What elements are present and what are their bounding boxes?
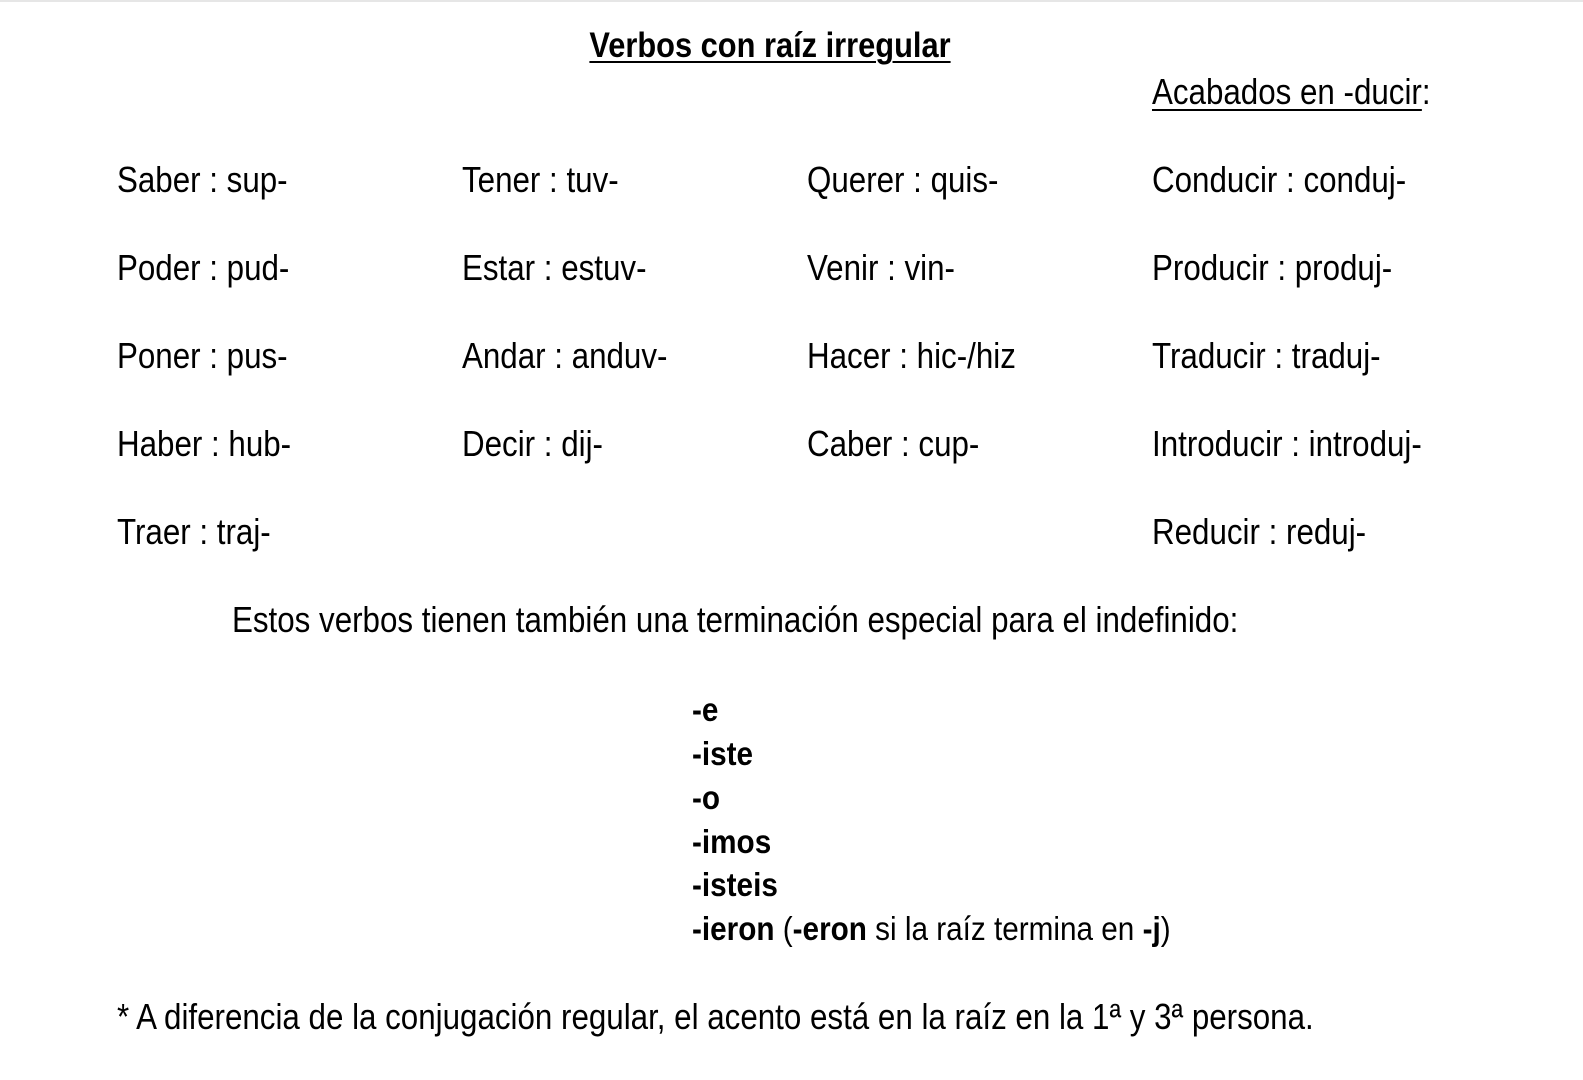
ending-o: -o [692,779,721,816]
verb-traducir: Traducir : traduj- [1152,335,1381,376]
verb-venir: Venir : vin- [807,247,955,288]
verb-andar: Andar : anduv- [462,335,668,376]
verb-introducir: Introducir : introduj- [1152,423,1422,464]
verb-caber: Caber : cup- [807,423,980,464]
ending-ieron-line [692,907,1171,951]
verb-decir: Decir : dij- [462,423,603,464]
ending-open-paren: ( [774,910,793,947]
ending-eron: -eron [792,910,867,947]
verb-haber: Haber : hub- [117,423,292,464]
ending-ieron: -ieron [692,910,775,947]
ending-note: si la raíz termina en [866,910,1143,947]
verb-reducir: Reducir : reduj- [1152,511,1367,552]
page-title: Verbos con raíz irregular [589,26,951,65]
group-header-colon: : [1421,71,1431,112]
verb-traer: Traer : traj- [117,511,271,552]
group-header [1152,70,1431,114]
ending-close-paren: ) [1160,910,1171,947]
verb-querer: Querer : quis- [807,159,999,200]
intro-text: Estos verbos tienen también una terminación especial para el indefinido: [232,599,1239,640]
ending-isteis: -isteis [692,866,778,903]
verb-saber: Saber : sup- [117,159,288,200]
ending-e: -e [692,691,719,728]
verb-estar: Estar : estuv- [462,247,647,288]
verb-hacer: Hacer : hic-/hiz [807,335,1016,376]
verb-conducir: Conducir : conduj- [1152,159,1407,200]
ending-j: -j [1142,910,1161,947]
group-header-label: Acabados en -ducir [1152,71,1422,112]
page-top-border [0,0,1583,2]
verb-tener: Tener : tuv- [462,159,619,200]
verb-poner: Poner : pus- [117,335,288,376]
footnote: * A diferencia de la conjugación regular, el acento está en la raíz en la 1ª y 3ª persona. [117,996,1314,1037]
ending-iste: -iste [692,735,754,772]
verb-poder: Poder : pud- [117,247,290,288]
verb-producir: Producir : produj- [1152,247,1393,288]
ending-imos: -imos [692,823,772,860]
